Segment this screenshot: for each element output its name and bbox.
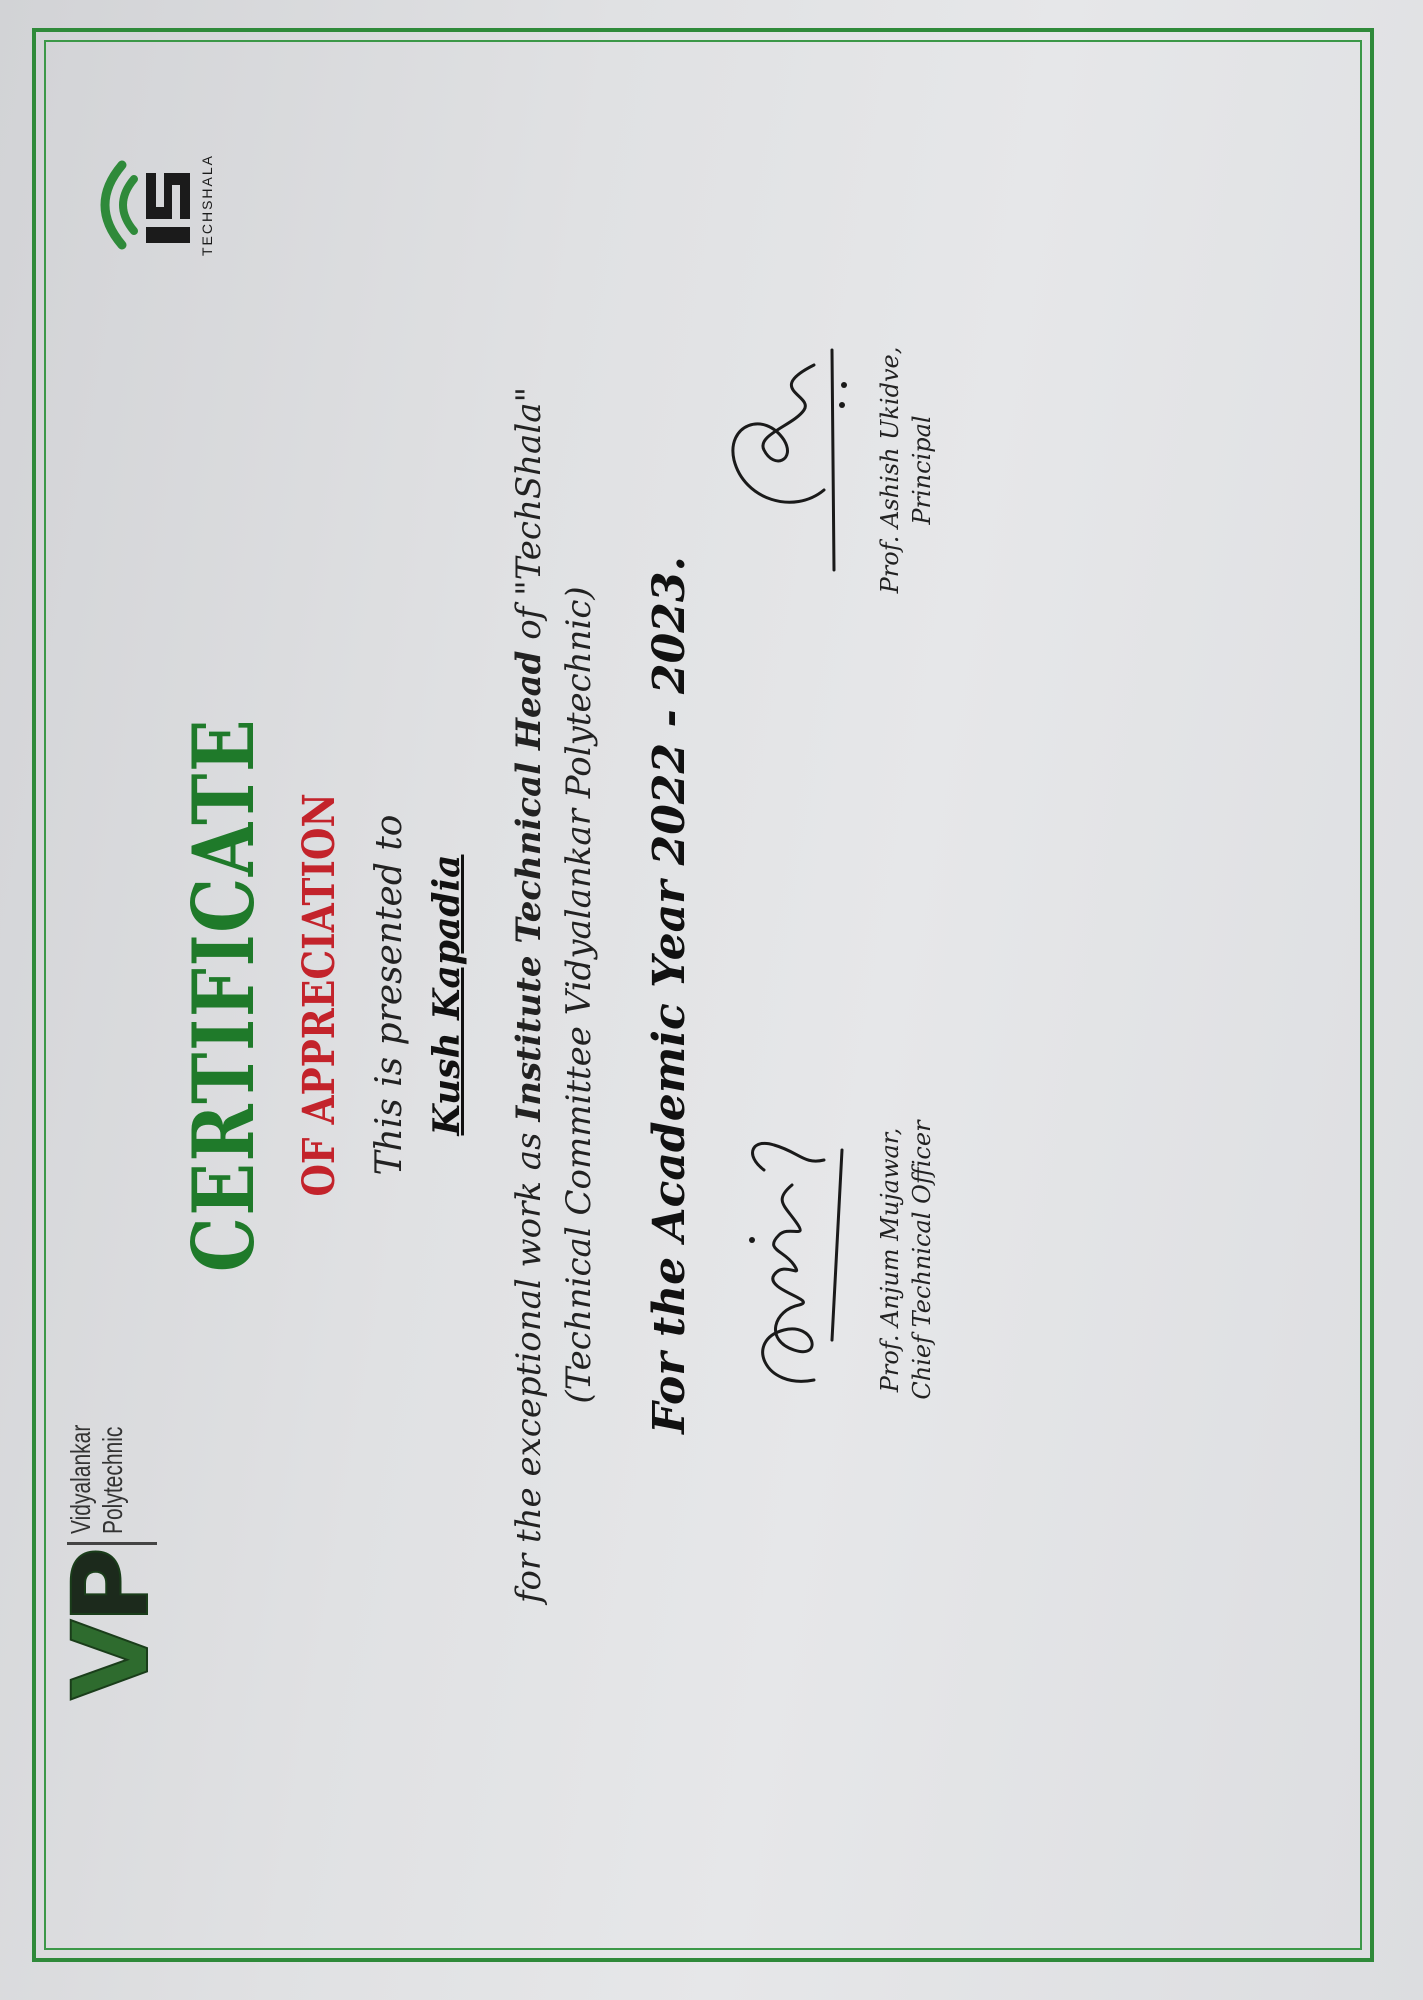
certificate-content [44, 40, 1362, 1950]
academic-year: For the Academic Year 2022 - 2023. [644, 556, 695, 1434]
vp-letter-p: P [50, 1551, 172, 1624]
signatory-title: Principal [908, 415, 936, 525]
vp-letter-v: V [50, 1623, 172, 1700]
achievement-role: Institute Technical Head [509, 650, 549, 1122]
achievement-suffix: of "TechShala" [509, 386, 549, 651]
signature-cto [704, 1120, 854, 1400]
achievement-prefix: for the exceptional work as [509, 1121, 549, 1604]
vp-logo-divider [67, 1542, 157, 1545]
committee-text: (Technical Committee Vidyalankar Polytechnic) [559, 586, 599, 1404]
certificate-title: CERTIFICATE [174, 717, 273, 1273]
signatory-name: Prof. Anjum Mujawar, [876, 1127, 904, 1393]
signatory-name: Prof. Ashish Ukidve, [876, 346, 904, 594]
vp-logo-name [65, 1425, 129, 1534]
techshala-logo-text: TECHSHALA [199, 153, 215, 257]
achievement-text [509, 40, 549, 1950]
vp-name-line2: Polytechnic [97, 1426, 128, 1534]
presented-to-text: This is presented to [369, 814, 410, 1176]
recipient-name: Kush Kapadia [426, 854, 468, 1136]
certificate-subtitle: OF APPRECIATION [294, 793, 345, 1197]
vp-logo-mark [50, 1551, 172, 1700]
signature-principal [704, 330, 854, 610]
vp-name-line1: Vidyalankar [65, 1424, 96, 1534]
signatory-title: Chief Technical Officer [908, 1120, 936, 1400]
